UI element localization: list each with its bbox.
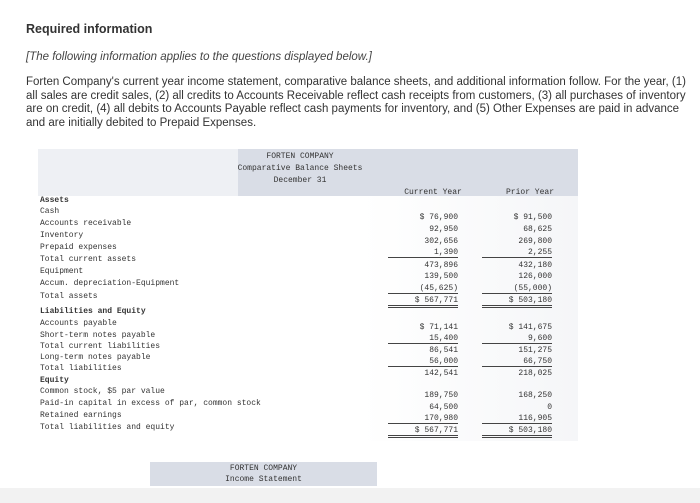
equipment-prior: 126,000 — [518, 272, 552, 281]
equipment-current: 139,500 — [424, 272, 458, 281]
problem-paragraph: Forten Company's current year income statement, comparative balance sheets, and additional information follow. For the year, (1) all sales are credit sales, (2) all credits to Accounts Receivable reflect cash receipts from customers, (3) all purchases of inventory are on credit, (4) all debits to Accounts Payable reflect cash payments for inventory, and (5) Other Expenses are paid in advance and are initially debited to Prepaid Expenses. — [26, 76, 686, 129]
inventory-prior: 269,800 — [518, 237, 552, 246]
row-label-cash: Cash — [40, 207, 60, 216]
row-label-short-term-notes: Short-term notes payable — [40, 331, 156, 340]
assets-heading: Assets — [40, 196, 69, 205]
cs-prior: 168,250 — [518, 391, 552, 400]
income-statement-title: Income Statement — [225, 475, 302, 484]
ar-prior: 68,625 — [523, 225, 552, 234]
row-label-accum-depreciation: Accum. depreciation-Equipment — [40, 279, 180, 288]
bottom-edge — [0, 488, 700, 503]
row-label-long-term-notes: Long-term notes payable — [40, 353, 151, 362]
accum-current: (45,625) — [388, 284, 458, 294]
cash-current: $ 76,900 — [419, 213, 458, 222]
ltnp-prior: 66,750 — [482, 357, 552, 367]
column-header-prior: Prior Year — [505, 188, 554, 197]
intro-note: [The following information applies to the questions displayed below.] — [26, 51, 372, 63]
company-name: FORTEN COMPANY — [266, 152, 334, 161]
row-label-paid-in-capital: Paid-in capital in excess of par, common stock — [40, 399, 261, 408]
tle-prior: $ 503,180 — [482, 426, 552, 438]
tl-current: 142,541 — [424, 369, 458, 378]
row-label-total-liabilities: Total liabilities — [40, 364, 122, 373]
row-label-total-assets: Total assets — [40, 292, 98, 301]
income-company-name: FORTEN COMPANY — [229, 464, 298, 473]
liabilities-equity-heading: Liabilities and Equity — [40, 307, 146, 316]
re-current: 170,980 — [388, 414, 458, 424]
tca-current: 473,896 — [424, 261, 458, 270]
cs-current: 189,750 — [424, 391, 458, 400]
tcl-current: 86,541 — [429, 346, 458, 355]
ar-current: 92,950 — [429, 225, 458, 234]
tl-prior: 218,025 — [518, 369, 552, 378]
ap-current: $ 71,141 — [419, 323, 458, 332]
row-label-prepaid-expenses: Prepaid expenses — [40, 243, 117, 252]
accum-prior: (55,000) — [482, 284, 552, 294]
column-header-current: Current Year — [404, 188, 462, 197]
statement-date: December 31 — [273, 176, 327, 185]
cash-prior: $ 91,500 — [513, 213, 552, 222]
stnp-prior: 9,600 — [482, 334, 552, 344]
pic-prior: 0 — [547, 403, 552, 412]
tcl-prior: 151,275 — [518, 346, 552, 355]
ta-current: $ 567,771 — [388, 296, 458, 308]
tle-current: $ 567,771 — [388, 426, 458, 438]
equity-heading: Equity — [40, 376, 69, 385]
row-label-accounts-receivable: Accounts receivable — [40, 219, 132, 228]
re-prior: 116,905 — [482, 414, 552, 424]
section-heading: Required information — [26, 22, 153, 36]
ltnp-current: 56,000 — [388, 357, 458, 367]
stnp-current: 15,400 — [388, 334, 458, 344]
row-label-total-current-liabilities: Total current liabilities — [40, 342, 161, 351]
row-label-common-stock: Common stock, $5 par value — [40, 387, 165, 396]
row-label-total-liabilities-equity: Total liabilities and equity — [40, 423, 175, 432]
prepaid-current: 1,390 — [388, 248, 458, 258]
inventory-current: 302,656 — [424, 237, 458, 246]
row-label-total-current-assets: Total current assets — [40, 255, 137, 264]
tca-prior: 432,180 — [518, 261, 552, 270]
row-label-accounts-payable: Accounts payable — [40, 319, 117, 328]
row-label-inventory: Inventory — [40, 231, 84, 240]
pic-current: 64,500 — [429, 403, 458, 412]
row-label-equipment: Equipment — [40, 267, 84, 276]
prepaid-prior: 2,255 — [482, 248, 552, 258]
ap-prior: $ 141,675 — [508, 323, 552, 332]
ta-prior: $ 503,180 — [482, 296, 552, 308]
row-label-retained-earnings: Retained earnings — [40, 411, 122, 420]
statement-title: Comparative Balance Sheets — [237, 164, 363, 173]
